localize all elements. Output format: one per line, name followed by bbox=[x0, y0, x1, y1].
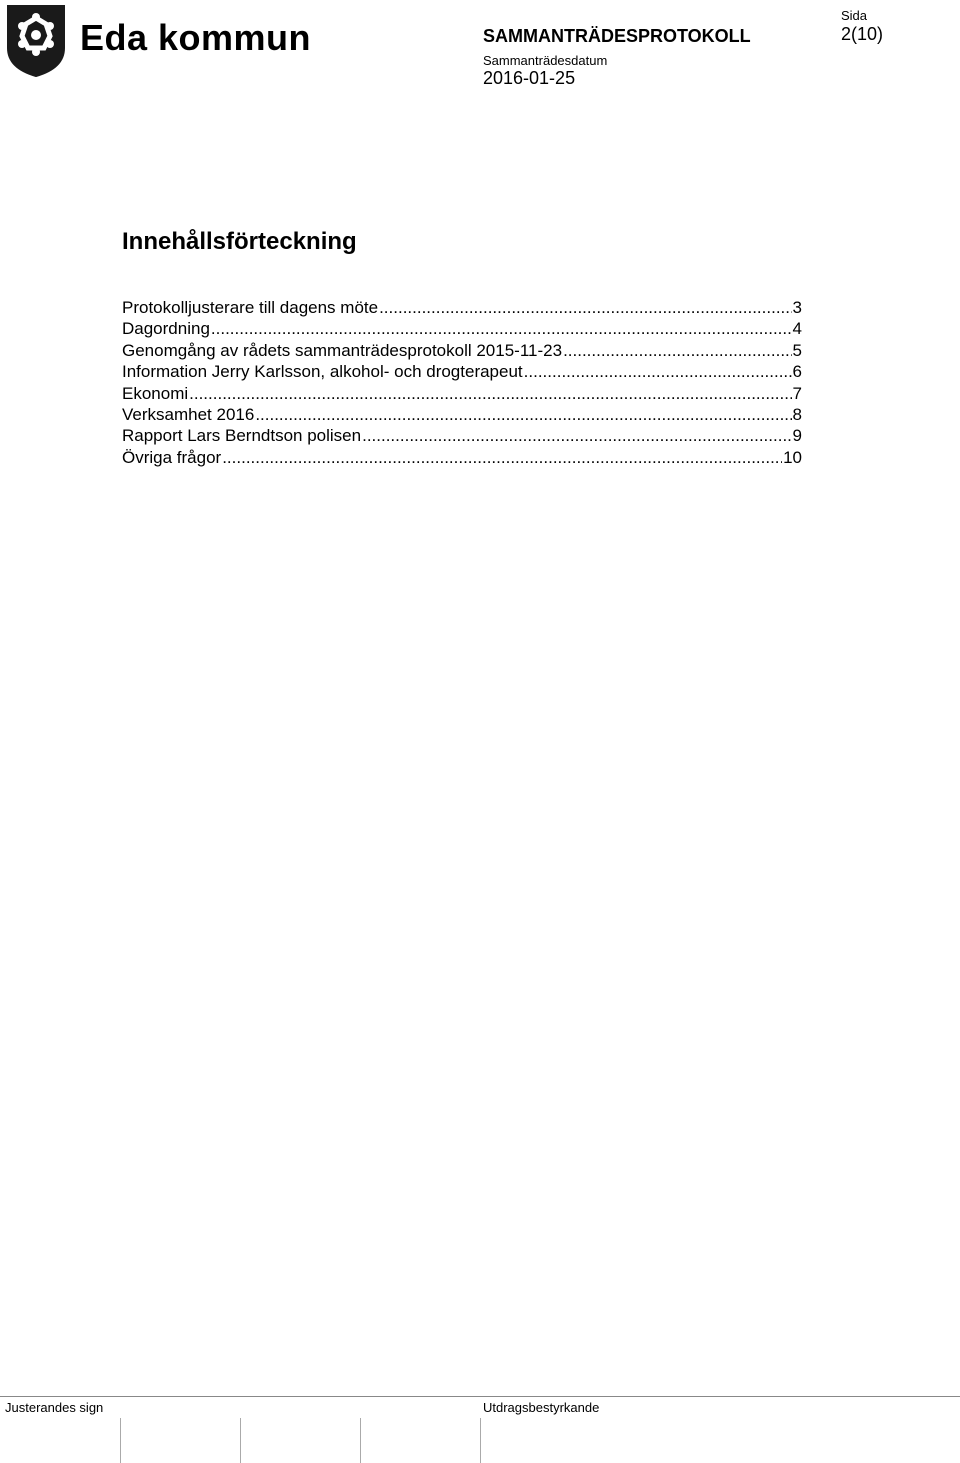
toc-entry-title: Genomgång av rådets sammanträdesprotokoll 2015-11-23 bbox=[122, 340, 563, 360]
toc-dot-leader bbox=[211, 318, 792, 339]
toc-entry-page: 7 bbox=[792, 383, 802, 403]
toc-entry[interactable] bbox=[122, 297, 802, 318]
toc-dot-leader bbox=[255, 404, 791, 425]
toc-entry[interactable] bbox=[122, 340, 802, 361]
toc-dot-leader bbox=[222, 447, 782, 468]
signature-label: Justerandes sign bbox=[5, 1400, 104, 1415]
signature-box-divider bbox=[480, 1418, 481, 1463]
toc-dot-leader bbox=[563, 340, 791, 361]
toc-entry-page: 3 bbox=[792, 298, 802, 317]
toc-entry[interactable] bbox=[122, 447, 802, 468]
toc-entry-title: Övriga frågor bbox=[122, 447, 222, 467]
toc-entry-page: 9 bbox=[792, 426, 802, 446]
toc-dot-leader bbox=[379, 297, 791, 318]
toc-entry-title: Dagordning bbox=[122, 319, 210, 339]
meeting-date-value: 2016-01-25 bbox=[483, 68, 576, 88]
toc-entry-title: Rapport Lars Berndtson polisen bbox=[122, 426, 362, 446]
coat-of-arms-icon bbox=[6, 4, 66, 78]
toc-dot-leader bbox=[524, 361, 792, 382]
toc-entry-title: Information Jerry Karlsson, alkohol- och drogterapeut bbox=[122, 362, 523, 382]
toc-dot-leader bbox=[362, 425, 791, 446]
toc-entry-title: Protokolljusterare till dagens möte bbox=[122, 298, 379, 317]
footer-divider bbox=[0, 1396, 960, 1397]
certification-label: Utdragsbestyrkande bbox=[483, 1400, 600, 1415]
signature-box-divider bbox=[120, 1418, 121, 1463]
toc-entry-page: 4 bbox=[792, 319, 802, 339]
toc-entry[interactable] bbox=[122, 318, 802, 339]
meeting-date-label: Sammanträdesdatum bbox=[483, 53, 608, 68]
toc-entry-title: Verksamhet 2016 bbox=[122, 404, 255, 424]
page-label: Sida bbox=[841, 8, 868, 23]
toc-heading: Innehållsförteckning bbox=[122, 228, 357, 255]
toc-entry-page: 10 bbox=[783, 447, 802, 467]
page-number: 2(10) bbox=[841, 24, 884, 44]
table-of-contents bbox=[122, 297, 802, 468]
document-type: SAMMANTRÄDESPROTOKOLL bbox=[483, 26, 751, 46]
logo-wordmark: Eda kommun bbox=[80, 17, 312, 58]
toc-dot-leader bbox=[189, 383, 791, 404]
toc-entry[interactable] bbox=[122, 404, 802, 425]
toc-entry-page: 8 bbox=[792, 404, 802, 424]
toc-entry[interactable] bbox=[122, 383, 802, 404]
municipality-logo bbox=[6, 4, 311, 78]
signature-box-divider bbox=[240, 1418, 241, 1463]
toc-entry[interactable] bbox=[122, 425, 802, 446]
toc-entry-page: 5 bbox=[792, 340, 802, 360]
toc-entry-title: Ekonomi bbox=[122, 383, 189, 403]
signature-box-divider bbox=[360, 1418, 361, 1463]
toc-entry[interactable] bbox=[122, 361, 802, 382]
toc-entry-page: 6 bbox=[792, 362, 802, 382]
